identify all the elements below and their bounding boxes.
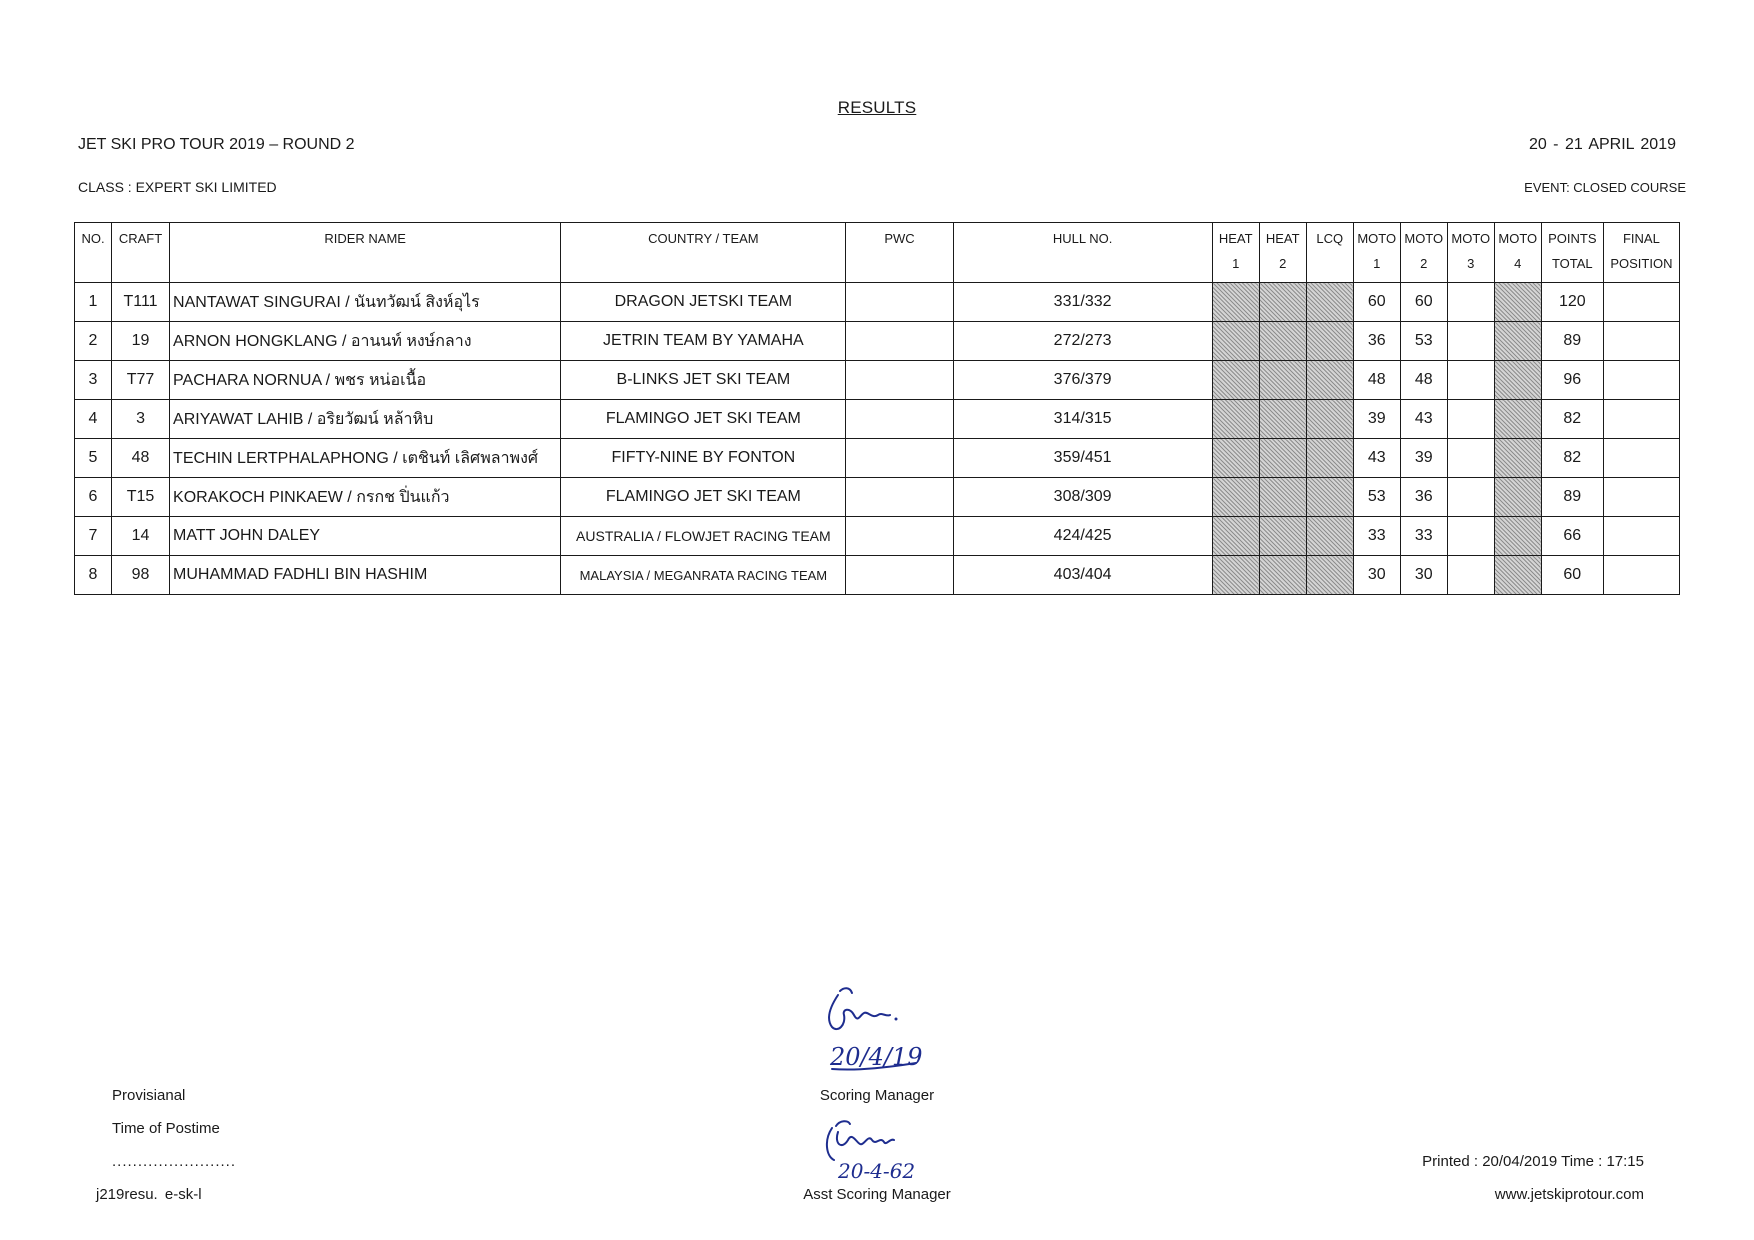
cell-moto3 [1447,400,1494,439]
provisional-label: Provisianal [112,1087,186,1104]
cell-moto2: 30 [1400,556,1447,595]
cell-lcq-shaded [1306,400,1353,439]
cell-points: 89 [1541,478,1603,517]
cell-rider-name: TECHIN LERTPHALAPHONG / เตชินท์ เลิศพลาพงศ์ [170,439,561,478]
header-moto3-number: 3 [1447,252,1494,283]
cell-pwc [846,478,953,517]
header-moto4-number: 4 [1494,252,1541,283]
file-code: j219resu. e-sk-l [96,1186,202,1203]
cell-lcq-shaded [1306,556,1353,595]
cell-no: 3 [75,361,112,400]
cell-moto4-shaded [1494,322,1541,361]
cell-hull: 308/309 [953,478,1212,517]
cell-lcq-shaded [1306,439,1353,478]
cell-craft: 3 [112,400,170,439]
time-of-posting-label: Time of Postime [112,1120,220,1137]
header-moto2-number: 2 [1400,252,1447,283]
cell-team: FIFTY-NINE BY FONTON [561,439,846,478]
cell-points: 89 [1541,322,1603,361]
cell-heat2-shaded [1259,478,1306,517]
cell-moto2: 48 [1400,361,1447,400]
cell-moto1: 53 [1353,478,1400,517]
cell-hull: 314/315 [953,400,1212,439]
event-date: 20 - 21 APRIL 2019 [1528,136,1676,153]
cell-moto1: 43 [1353,439,1400,478]
cell-moto3 [1447,322,1494,361]
header-final: FINAL [1603,223,1679,252]
cell-moto4-shaded [1494,400,1541,439]
header-points-total: TOTAL [1541,252,1603,283]
cell-final [1603,400,1679,439]
cell-pwc [846,517,953,556]
cell-heat1-shaded [1212,517,1259,556]
time-of-posting-blank: ........................ [112,1153,237,1170]
cell-lcq-shaded [1306,517,1353,556]
cell-rider-name: NANTAWAT SINGURAI / นันทวัฒน์ สิงห์อุไร [170,283,561,322]
cell-heat2-shaded [1259,556,1306,595]
cell-pwc [846,283,953,322]
cell-points: 96 [1541,361,1603,400]
cell-rider-name: MATT JOHN DALEY [170,517,561,556]
cell-pwc [846,556,953,595]
cell-heat1-shaded [1212,361,1259,400]
cell-moto2: 39 [1400,439,1447,478]
cell-craft: 98 [112,556,170,595]
cell-moto1: 30 [1353,556,1400,595]
cell-pwc [846,322,953,361]
cell-heat2-shaded [1259,361,1306,400]
header-heat1: HEAT [1212,223,1259,252]
cell-heat2-shaded [1259,517,1306,556]
table-row [75,556,1680,595]
cell-moto4-shaded [1494,361,1541,400]
header-heat2: HEAT [1259,223,1306,252]
cell-heat2-shaded [1259,283,1306,322]
cell-heat1-shaded [1212,556,1259,595]
table-row [75,439,1680,478]
cell-moto3 [1447,478,1494,517]
cell-hull: 424/425 [953,517,1212,556]
cell-moto1: 48 [1353,361,1400,400]
results-table [74,222,1680,595]
cell-hull: 359/451 [953,439,1212,478]
cell-moto3 [1447,439,1494,478]
header-moto2: MOTO [1400,223,1447,252]
cell-moto2: 33 [1400,517,1447,556]
event-name: JET SKI PRO TOUR 2019 – ROUND 2 [78,136,355,153]
cell-heat2-shaded [1259,400,1306,439]
header-country-team: COUNTRY / TEAM [561,223,846,283]
cell-heat1-shaded [1212,478,1259,517]
cell-no: 7 [75,517,112,556]
cell-moto2: 53 [1400,322,1447,361]
header-moto1: MOTO [1353,223,1400,252]
cell-moto3 [1447,556,1494,595]
header-moto1-number: 1 [1353,252,1400,283]
cell-points: 60 [1541,556,1603,595]
cell-pwc [846,439,953,478]
cell-no: 1 [75,283,112,322]
website-link[interactable]: www.jetskiprotour.com [1494,1186,1644,1203]
cell-rider-name: MUHAMMAD FADHLI BIN HASHIM [170,556,561,595]
cell-points: 66 [1541,517,1603,556]
cell-team: MALAYSIA / MEGANRATA RACING TEAM [561,556,846,595]
scoring-manager-signature [820,985,940,1075]
class-label: CLASS : EXPERT SKI LIMITED [78,179,277,195]
cell-moto2: 43 [1400,400,1447,439]
cell-lcq-shaded [1306,478,1353,517]
asst-scoring-manager-signature [820,1118,940,1188]
header-moto3: MOTO [1447,223,1494,252]
cell-final [1603,517,1679,556]
cell-craft: 48 [112,439,170,478]
cell-team: FLAMINGO JET SKI TEAM [561,400,846,439]
cell-lcq-shaded [1306,283,1353,322]
table-row [75,361,1680,400]
header-heat1-number: 1 [1212,252,1259,283]
page-title: RESULTS [837,98,917,117]
cell-craft: 19 [112,322,170,361]
cell-moto3 [1447,517,1494,556]
cell-craft: T15 [112,478,170,517]
signature2-date: 20-4-62 [838,1159,916,1183]
cell-moto1: 33 [1353,517,1400,556]
cell-craft: T77 [112,361,170,400]
cell-pwc [846,361,953,400]
cell-moto4-shaded [1494,517,1541,556]
cell-final [1603,361,1679,400]
cell-points: 82 [1541,439,1603,478]
cell-heat1-shaded [1212,322,1259,361]
cell-final [1603,322,1679,361]
table-row [75,322,1680,361]
event-type: EVENT: CLOSED COURSE [1524,180,1686,195]
cell-craft: 14 [112,517,170,556]
cell-no: 2 [75,322,112,361]
header-heat2-number: 2 [1259,252,1306,283]
cell-moto3 [1447,361,1494,400]
cell-heat1-shaded [1212,283,1259,322]
cell-final [1603,283,1679,322]
printed-timestamp: Printed : 20/04/2019 Time : 17:15 [1422,1153,1644,1170]
cell-moto4-shaded [1494,283,1541,322]
table-row [75,517,1680,556]
cell-moto2: 36 [1400,478,1447,517]
cell-rider-name: PACHARA NORNUA / พชร หน่อเนื้อ [170,361,561,400]
cell-team: AUSTRALIA / FLOWJET RACING TEAM [561,517,846,556]
cell-team: FLAMINGO JET SKI TEAM [561,478,846,517]
cell-lcq-shaded [1306,322,1353,361]
header-moto4: MOTO [1494,223,1541,252]
scoring-manager-label: Scoring Manager [819,1087,935,1104]
cell-moto4-shaded [1494,439,1541,478]
cell-no: 5 [75,439,112,478]
cell-craft: T111 [112,283,170,322]
cell-heat2-shaded [1259,322,1306,361]
cell-hull: 272/273 [953,322,1212,361]
cell-team: DRAGON JETSKI TEAM [561,283,846,322]
cell-team: B-LINKS JET SKI TEAM [561,361,846,400]
cell-final [1603,478,1679,517]
cell-hull: 331/332 [953,283,1212,322]
header-no: NO. [75,223,112,283]
cell-no: 6 [75,478,112,517]
cell-moto4-shaded [1494,556,1541,595]
cell-moto1: 36 [1353,322,1400,361]
cell-hull: 376/379 [953,361,1212,400]
header-pwc: PWC [846,223,953,283]
cell-pwc [846,400,953,439]
cell-moto2: 60 [1400,283,1447,322]
cell-moto1: 60 [1353,283,1400,322]
cell-rider-name: ARNON HONGKLANG / อานนท์ หงษ์กลาง [170,322,561,361]
table-row [75,478,1680,517]
cell-points: 82 [1541,400,1603,439]
cell-moto3 [1447,283,1494,322]
header-points: POINTS [1541,223,1603,252]
cell-final [1603,556,1679,595]
cell-team: JETRIN TEAM BY YAMAHA [561,322,846,361]
cell-no: 4 [75,400,112,439]
header-rider-name: RIDER NAME [170,223,561,283]
table-row [75,400,1680,439]
cell-heat1-shaded [1212,439,1259,478]
header-hull-no: HULL NO. [953,223,1212,283]
cell-lcq-shaded [1306,361,1353,400]
cell-final [1603,439,1679,478]
cell-points: 120 [1541,283,1603,322]
cell-no: 8 [75,556,112,595]
signature1-date: 20/4/19 [830,1043,923,1071]
asst-scoring-manager-label: Asst Scoring Manager [803,1186,951,1203]
header-craft: CRAFT [112,223,170,283]
table-row [75,283,1680,322]
header-lcq: LCQ [1306,223,1353,283]
cell-rider-name: ARIYAWAT LAHIB / อริยวัฒน์ หล้าหิบ [170,400,561,439]
cell-moto1: 39 [1353,400,1400,439]
cell-rider-name: KORAKOCH PINKAEW / กรกช ปิ่นแก้ว [170,478,561,517]
header-final-position: POSITION [1603,252,1679,283]
cell-heat1-shaded [1212,400,1259,439]
cell-heat2-shaded [1259,439,1306,478]
cell-moto4-shaded [1494,478,1541,517]
cell-hull: 403/404 [953,556,1212,595]
